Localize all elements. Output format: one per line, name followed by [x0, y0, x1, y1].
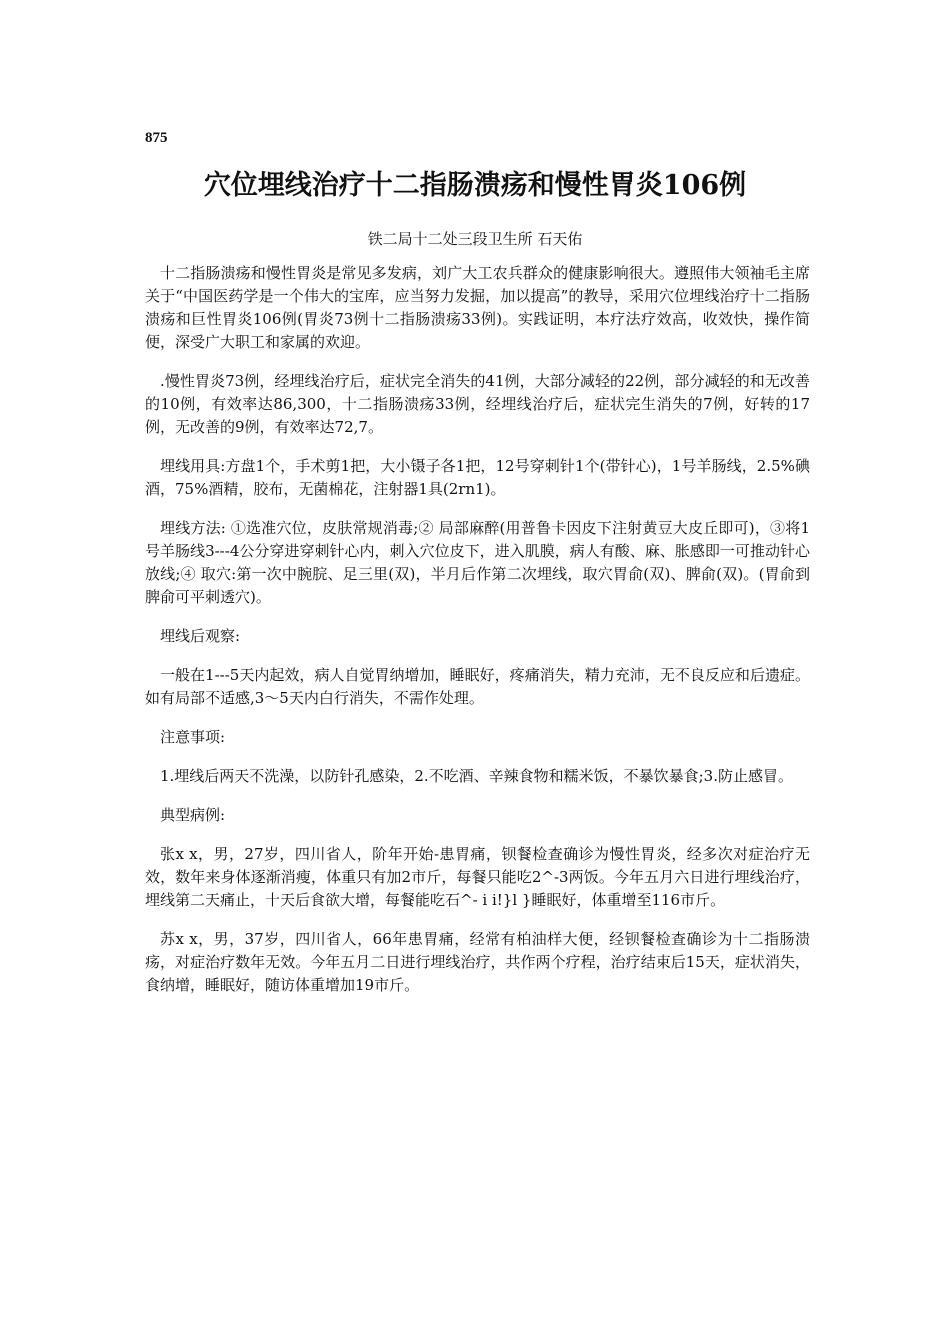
author-affiliation: 铁二局十二处三段卫生所 石天佑 — [367, 230, 583, 248]
heading-precautions: 注意事项: — [160, 728, 226, 746]
paragraph-introduction: 十二指肠溃疡和慢性胃炎是常见多发病，刘广大工农兵群众的健康影响很大。遵照伟大领袖毛主席关于“中国医药学是一个伟大的宝库，应当努力发掘，加以提高”的教导，采用穴位埋线治疗十二指肠溃疡和巨性胃炎106例(胃炎73例十二指肠溃疡33例)。实践证明，本疗法疗效高，收效快，操作简便，深受广大职工和家属的欢迎。 — [145, 264, 810, 351]
page-number: 875 — [145, 130, 168, 146]
paragraph-results: .慢性胃炎73例，经埋线治疗后，症状完全消失的41例，大部分减轻的22例，部分减轻的和无改善的10例，有效率达86,300，十二指肠溃疡33例，经埋线治疗后，症状完生消失的7例，好转的17例，无改善的9例，有效率达72,7。 — [145, 372, 810, 436]
paragraph-precautions: 1.埋线后两天不洗澡，以防针孔感染，2.不吃酒、辛辣食物和糯米饭，不暴饮暴食;3.防止感冒。 — [160, 767, 793, 785]
paragraph-method: 埋线方法: ①选准穴位，皮肤常规消毒;② 局部麻醉(用普鲁卡因皮下注射黄豆大皮丘即可)，③将1号羊肠线3---4公分穿进穿刺针心内，刺入穴位皮下，进入肌膜，病人有酸、麻、胀感即一可推动针心放线;④ 取穴:第一次中腕脘、足三里(双)，半月后作第二次埋线，取穴胃俞(双)、脾俞(双)。(胃俞到脾俞可平刺透穴)。 — [145, 519, 810, 606]
heading-observation: 埋线后观察: — [160, 627, 241, 645]
heading-typical-cases: 典型病例: — [160, 806, 226, 824]
paragraph-case-2: 苏x x，男，37岁，四川省人，66年患胃痛，经常有柏油样大便，经钡餐检查确诊为十二指肠溃疡，对症治疗数年无效。今年五月二日进行埋线治疗，共作两个疗程，治疗结束后15天，症状消失，食纳增，睡眠好，随访体重增加19市斤。 — [145, 930, 810, 994]
paragraph-observation: 一般在1---5天内起效，病人自觉胃纳增加，睡眠好，疼痛消失，精力充沛，无不良反应和后遗症。如有局部不适感,3～5天内白行消失，不需作处理。 — [145, 666, 810, 707]
article-title: 穴位埋线治疗十二指肠溃疡和慢性胃炎106例 — [203, 170, 747, 201]
article-body — [145, 262, 810, 1013]
paragraph-case-1: 张x x，男，27岁，四川省人，阶年开始-患胃痛，钡餐检查确诊为慢性胃炎，经多次对症治疗无效，数年来身体逐渐消瘦，体重只有加2市斤，每餐只能吃2^-3两饭。今年五月六日进行埋线治疗，埋线第二天痛止，十天后食欲大增，每餐能吃石^- i i!}l }睡眠好，体重增至116市斤。 — [145, 845, 810, 909]
paragraph-tools: 埋线用具:方盘1个，手术剪1把，大小镊子各1把，12号穿刺针1个(带针心)，1号羊肠线，2.5%碘酒，75%酒精，胶布，无菌棉花，注射器1具(2rn1)。 — [145, 457, 810, 498]
